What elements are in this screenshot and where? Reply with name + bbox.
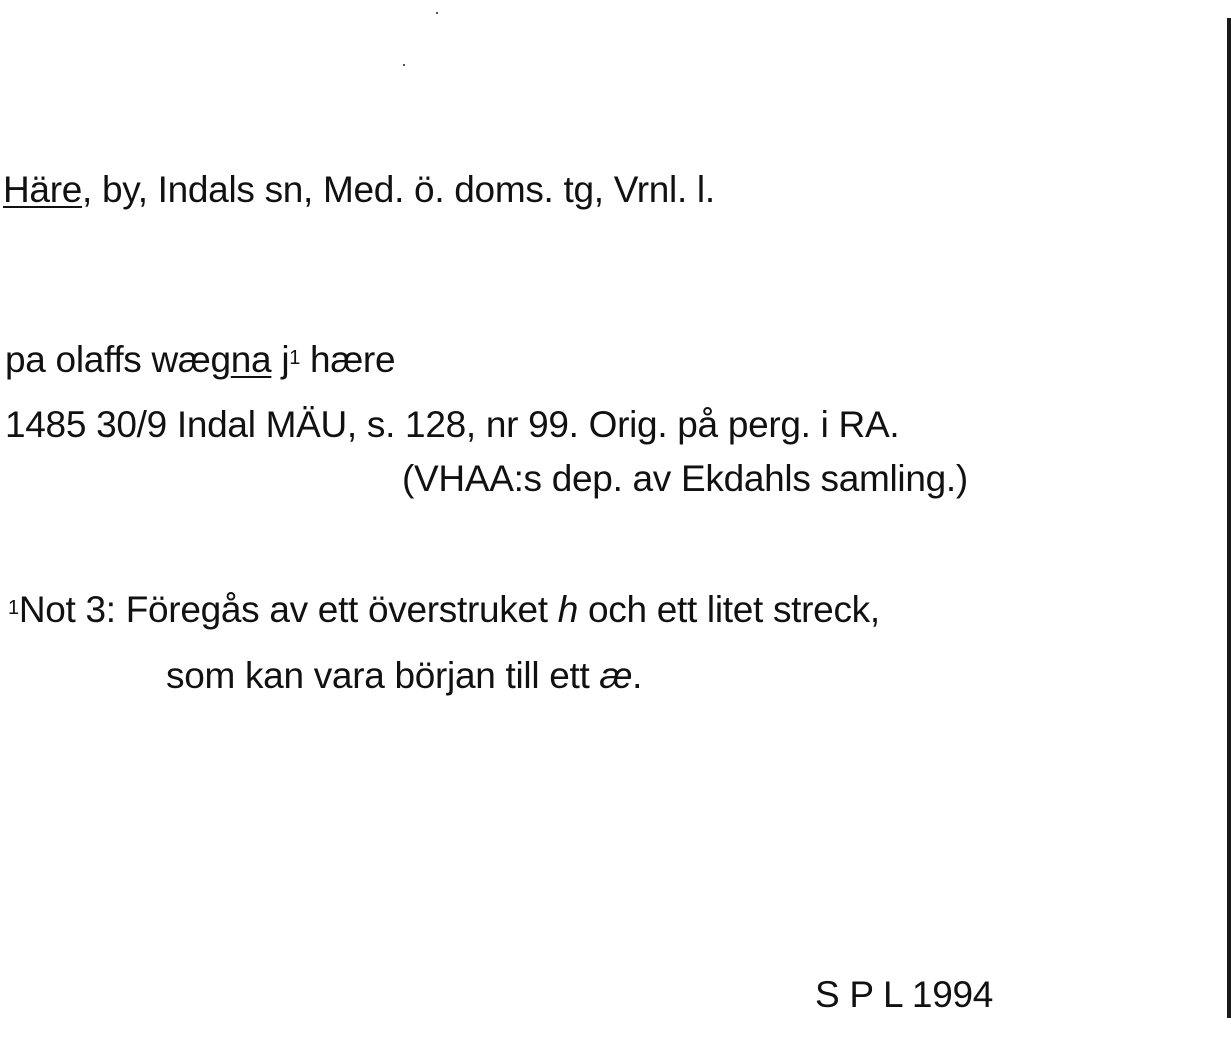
quote-line bbox=[5, 338, 395, 382]
footnote-line-1 bbox=[8, 588, 880, 632]
footnote-text-before: Not 3: Föregås av ett överstruket bbox=[18, 589, 558, 630]
footnote-line2-after: . bbox=[632, 655, 643, 696]
source-line: 1485 30/9 Indal MÄU, s. 128, nr 99. Orig. på perg. i RA. bbox=[5, 404, 900, 445]
footnote-line2-italic: æ bbox=[599, 655, 633, 696]
footnote-line2-before: som kan vara början till ett bbox=[166, 655, 600, 696]
footnote-marker: 1 bbox=[8, 597, 19, 619]
headword: Häre bbox=[3, 169, 82, 210]
footnote-text-after: och ett litet streck, bbox=[577, 589, 880, 630]
scan-speck bbox=[403, 64, 405, 66]
quote-footnote-marker: 1 bbox=[289, 347, 301, 369]
signature: S P L 1994 bbox=[815, 974, 994, 1015]
quote-before: pa olaffs wæg bbox=[5, 339, 231, 380]
header-rest: , by, Indals sn, Med. ö. doms. tg, Vrnl. l. bbox=[82, 169, 715, 210]
card-right-edge bbox=[1227, 18, 1231, 1018]
quote-after: hære bbox=[300, 339, 396, 380]
scan-speck bbox=[436, 12, 438, 14]
footnote-line-2 bbox=[166, 654, 642, 698]
quote-j: j bbox=[271, 339, 290, 380]
quote-underlined: na bbox=[230, 339, 272, 380]
source-line-2: (VHAA:s dep. av Ekdahls samling.) bbox=[402, 458, 968, 499]
header-line bbox=[3, 168, 715, 212]
footnote-italic-h: h bbox=[557, 589, 578, 630]
